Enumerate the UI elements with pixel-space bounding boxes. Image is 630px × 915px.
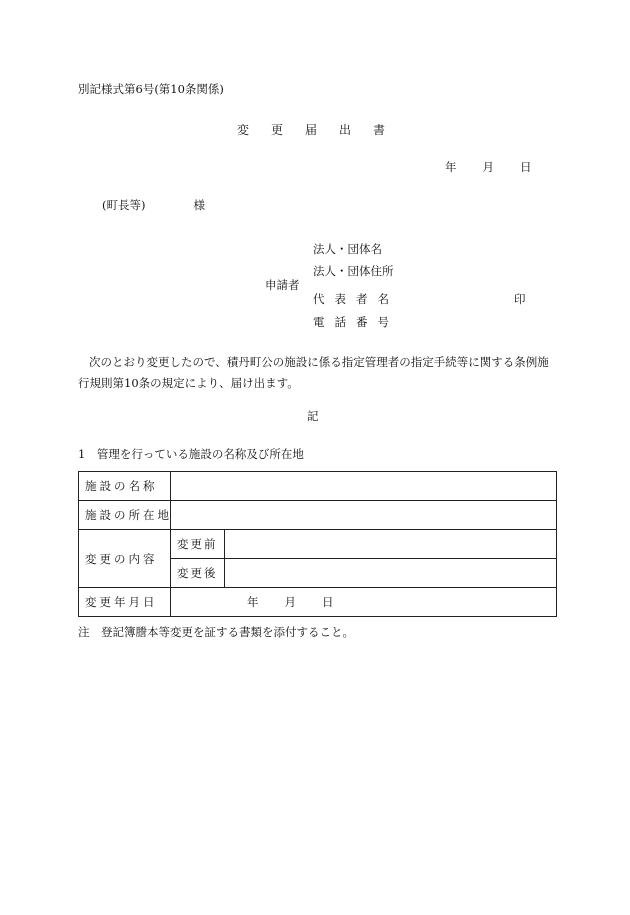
applicant-label: 申請者 <box>265 278 300 292</box>
date-day: 日 <box>520 160 532 174</box>
ki-heading: 記 <box>307 409 319 423</box>
corporate-name-label: 法人・団体名 <box>313 242 382 256</box>
change-content-label: 変更の内容 <box>79 530 171 588</box>
representative-name-label: 代表者名 <box>313 292 399 306</box>
before-change-label: 変更前 <box>171 530 225 559</box>
addressee-name: (町長等) <box>102 198 146 212</box>
date-month: 月 <box>482 160 494 174</box>
page-title: 変更届出書 <box>237 123 408 137</box>
body-paragraph: 次のとおり変更したので、積丹町公の施設に係る指定管理者の指定手続等に関する条例施行規則第10条の規定により、届け出ます。 <box>78 355 549 390</box>
phone-number-label: 電話番号 <box>313 315 399 329</box>
facility-table <box>78 471 557 617</box>
seal-mark: 印 <box>514 292 526 306</box>
addressee <box>102 200 205 212</box>
section-1-title: 1 管理を行っている施設の名称及び所在地 <box>78 447 304 461</box>
change-date-month: 月 <box>284 595 296 609</box>
after-change-value <box>225 559 557 588</box>
date-year: 年 <box>445 160 457 174</box>
facility-location-value <box>171 501 557 530</box>
form-number: 別記様式第6号(第10条関係) <box>78 82 224 96</box>
table-row <box>79 472 557 501</box>
after-change-label: 変更後 <box>171 559 225 588</box>
addressee-honorific: 様 <box>193 198 205 212</box>
change-date-year: 年 <box>247 595 259 609</box>
table-row <box>79 501 557 530</box>
table-row <box>79 588 557 617</box>
footnote: 注 登記簿謄本等変更を証する書類を添付すること。 <box>78 625 354 639</box>
change-date-day: 日 <box>322 595 334 609</box>
facility-location-label: 施設の所在地 <box>79 501 171 530</box>
corporate-address-label: 法人・団体住所 <box>313 264 394 278</box>
facility-name-label: 施設の名称 <box>79 472 171 501</box>
before-change-value <box>225 530 557 559</box>
submission-date <box>445 162 532 174</box>
change-date-label: 変更年月日 <box>79 588 171 617</box>
table-row <box>79 530 557 559</box>
change-date-value <box>171 588 557 617</box>
facility-name-value <box>171 472 557 501</box>
